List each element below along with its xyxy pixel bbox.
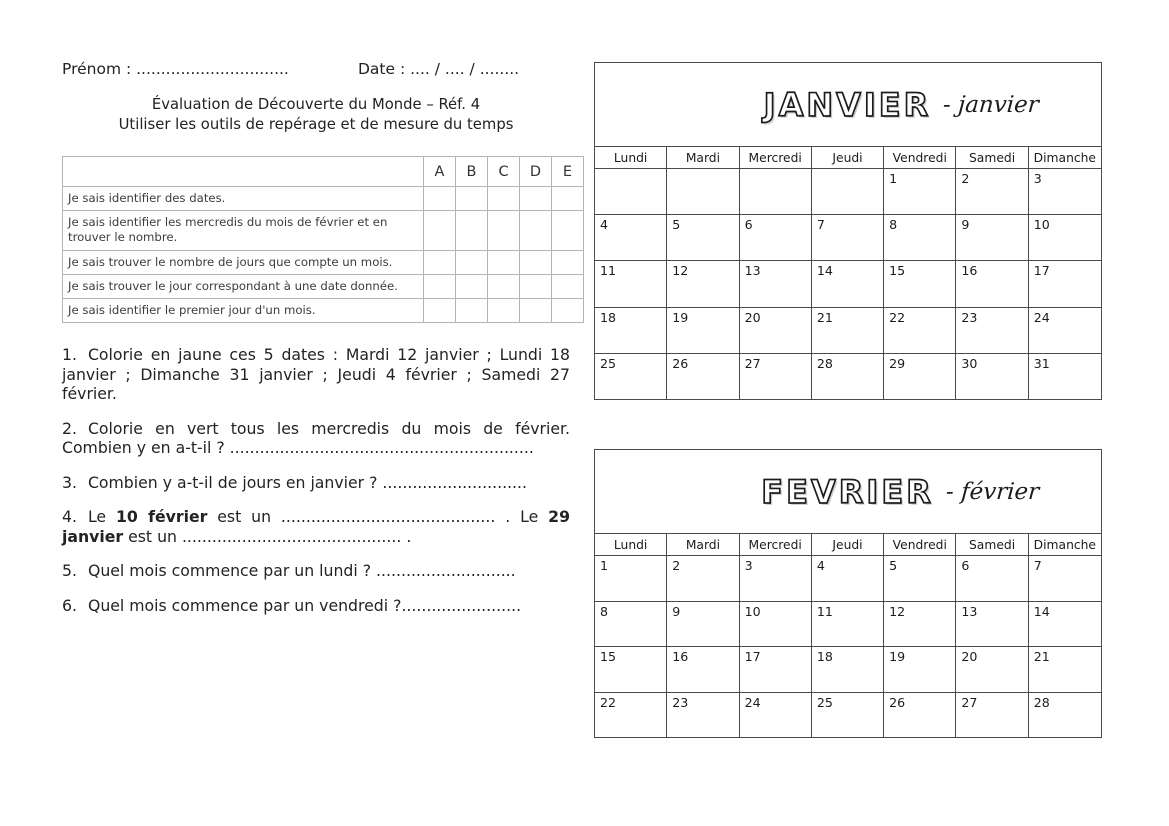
day-header-dimanche: Dimanche (1033, 150, 1096, 165)
calendar-day-cell: 13 (740, 261, 812, 306)
question-number: 2. (62, 418, 77, 438)
calendar-day-cell: 1 (884, 169, 956, 214)
calendar-week (595, 169, 1101, 215)
day-header-dimanche: Dimanche (1033, 537, 1096, 552)
skill-grade-cell (424, 274, 456, 298)
day-header-mardi: Mardi (667, 147, 739, 168)
calendar-day-cell: 20 (740, 308, 812, 353)
skills-table (62, 156, 584, 323)
day-header-vendredi: Vendredi (884, 534, 956, 555)
calendar-day-cell: 12 (667, 261, 739, 306)
calendar-day-cell: 26 (667, 354, 739, 399)
calendar-day-cell: 14 (812, 261, 884, 306)
question-number: 1. (62, 345, 77, 365)
calendar-day-cell: 26 (884, 693, 956, 738)
skill-grade-cell (520, 211, 552, 250)
skill-grade-cell (552, 274, 584, 298)
question-1 (62, 345, 570, 404)
skill-label: Je sais identifier des dates. (63, 187, 424, 211)
worksheet-title-line2: Utiliser les outils de repérage et de mesure du temps (118, 116, 514, 133)
calendar-day-cell: 25 (595, 354, 667, 399)
calendar-week (595, 556, 1101, 602)
skill-grade-cell (424, 299, 456, 323)
skill-grade-cell (488, 211, 520, 250)
calendar-week (595, 215, 1101, 261)
question-text: est un ............................................ . (123, 526, 412, 546)
skill-label: Je sais identifier les mercredis du mois de février et en trouver le nombre. (63, 211, 424, 250)
calendar-day-cell: 28 (1033, 694, 1050, 710)
calendar-subtitle: - janvier (942, 91, 1040, 118)
calendar-day-cell: 23 (956, 308, 1028, 353)
worksheet-left-column (62, 60, 573, 630)
skill-label: Je sais trouver le jour correspondant à une date donnée. (63, 274, 424, 298)
worksheet-title-block (62, 95, 570, 135)
calendar-day-cell: 16 (956, 261, 1028, 306)
calendar-day-cell: 6 (956, 556, 1028, 601)
day-header-lundi: Lundi (595, 534, 667, 555)
calendar-day-cell: 11 (595, 261, 667, 306)
calendar-day-header-row (595, 147, 1101, 169)
calendar-day-cell: 20 (956, 647, 1028, 692)
day-header-vendredi: Vendredi (884, 147, 956, 168)
calendar-week (595, 308, 1101, 354)
calendar-day-cell: 24 (740, 693, 812, 738)
day-header-jeudi: Jeudi (812, 534, 884, 555)
calendar-day-cell: 2 (956, 169, 1028, 214)
day-header-lundi: Lundi (595, 147, 667, 168)
calendar-day-cell: 15 (595, 647, 667, 692)
calendar-day-cell: 9 (667, 602, 739, 647)
calendar-day-cell: 17 (1033, 263, 1050, 279)
calendar-day-cell: 31 (1033, 355, 1050, 371)
question-2 (62, 419, 570, 458)
skills-corner-cell (63, 157, 424, 187)
calendar-week (595, 602, 1101, 648)
calendar-week (595, 647, 1101, 693)
calendar-week (595, 261, 1101, 307)
calendar-day-cell: 14 (1033, 603, 1050, 619)
skills-header-row (63, 157, 584, 187)
skill-grade-cell (520, 274, 552, 298)
calendar-day-cell: 21 (812, 308, 884, 353)
calendar-day-cell: 10 (1033, 217, 1050, 233)
question-6 (62, 596, 570, 616)
question-text: Quel mois commence par un vendredi ?........................ (87, 595, 522, 615)
calendar-day-cell: 1 (595, 556, 667, 601)
question-number: 5. (62, 561, 77, 581)
skills-column-letter: A (424, 157, 456, 187)
skills-row (63, 250, 584, 274)
skill-grade-cell (552, 299, 584, 323)
question-number: 4. (62, 507, 77, 527)
calendar-day-cell: 3 (1033, 171, 1042, 186)
calendar-day-cell: 30 (956, 354, 1028, 399)
calendar-title: JANVIER (763, 85, 932, 124)
calendar-day-cell: 4 (812, 556, 884, 601)
calendar-day-cell: 22 (884, 308, 956, 353)
prenom-field: Prénom : ............................... (62, 60, 289, 78)
question-5 (62, 561, 570, 581)
skill-grade-cell (488, 274, 520, 298)
skills-row (63, 299, 584, 323)
calendar-day-cell: 4 (595, 215, 667, 260)
calendar-day-cell: 3 (740, 556, 812, 601)
skills-column-letter: D (520, 157, 552, 187)
calendar-empty-cell (740, 169, 812, 214)
calendar-title-area (595, 450, 1101, 534)
skill-grade-cell (424, 211, 456, 250)
calendar-day-cell: 19 (884, 647, 956, 692)
calendar-day-cell: 29 (884, 354, 956, 399)
question-text: Quel mois commence par un lundi ? ............................ (87, 561, 516, 581)
calendar-day-cell: 16 (667, 647, 739, 692)
header-row (62, 60, 570, 78)
question-number: 6. (62, 595, 77, 615)
calendar-day-cell: 22 (595, 693, 667, 738)
questions-list (62, 345, 570, 615)
calendar-day-cell: 7 (812, 215, 884, 260)
calendar-week (595, 354, 1101, 399)
skill-grade-cell (552, 211, 584, 250)
calendar-day-cell: 6 (740, 215, 812, 260)
calendar-day-cell: 5 (667, 215, 739, 260)
skills-row (63, 211, 584, 250)
question-3 (62, 473, 570, 493)
calendar-day-cell: 8 (884, 215, 956, 260)
calendar-day-cell: 9 (956, 215, 1028, 260)
calendar-empty-cell (812, 169, 884, 214)
date-field: Date : .... / .... / ........ (358, 60, 520, 78)
skills-row (63, 187, 584, 211)
skill-grade-cell (456, 274, 488, 298)
calendar-title-area (595, 63, 1101, 147)
calendar-janvier (594, 62, 1102, 400)
calendar-day-cell: 5 (884, 556, 956, 601)
day-header-mardi: Mardi (667, 534, 739, 555)
skills-column-letter: B (456, 157, 488, 187)
skill-grade-cell (520, 187, 552, 211)
calendar-day-cell: 12 (884, 602, 956, 647)
skill-grade-cell (488, 187, 520, 211)
question-text: est un ........................................... . Le (207, 507, 549, 527)
skill-grade-cell (552, 250, 584, 274)
calendar-day-cell: 17 (740, 647, 812, 692)
day-header-mercredi: Mercredi (740, 534, 812, 555)
calendar-fevrier (594, 449, 1102, 738)
question-text: Colorie en jaune ces 5 dates : Mardi 12 janvier ; Lundi 18 janvier ; Dimanche 31 janvier ; Jeudi 4 février ; Samedi 27 février. (62, 345, 570, 404)
question-text: Combien y a-t-il de jours en janvier ? ............................. (87, 472, 528, 492)
calendar-day-cell: 10 (740, 602, 812, 647)
skill-grade-cell (424, 187, 456, 211)
question-text: Le (87, 507, 116, 527)
calendar-week (595, 693, 1101, 738)
calendar-day-cell: 21 (1033, 649, 1050, 664)
skill-grade-cell (488, 250, 520, 274)
calendar-day-cell: 2 (667, 556, 739, 601)
skill-grade-cell (456, 211, 488, 250)
skill-grade-cell (456, 187, 488, 211)
calendar-day-cell: 24 (1033, 309, 1050, 325)
calendar-day-cell: 28 (812, 354, 884, 399)
calendar-day-cell: 27 (956, 693, 1028, 738)
skills-column-letter: C (488, 157, 520, 187)
skill-grade-cell (488, 299, 520, 323)
calendar-day-cell: 18 (595, 308, 667, 353)
calendar-day-header-row (595, 534, 1101, 556)
day-header-mercredi: Mercredi (740, 147, 812, 168)
calendar-day-cell: 23 (667, 693, 739, 738)
calendar-day-cell: 18 (812, 647, 884, 692)
skill-grade-cell (552, 187, 584, 211)
skill-grade-cell (424, 250, 456, 274)
calendar-empty-cell (595, 169, 667, 214)
skill-label: Je sais identifier le premier jour d'un mois. (63, 299, 424, 323)
calendar-day-cell: 25 (812, 693, 884, 738)
question-4 (62, 507, 570, 546)
calendar-day-cell: 13 (956, 602, 1028, 647)
skills-row (63, 274, 584, 298)
calendar-day-cell: 15 (884, 261, 956, 306)
skill-grade-cell (520, 299, 552, 323)
skill-grade-cell (456, 250, 488, 274)
calendar-title: FEVRIER (761, 472, 934, 511)
day-header-jeudi: Jeudi (812, 147, 884, 168)
calendar-day-cell: 19 (667, 308, 739, 353)
calendar-subtitle: - février (944, 478, 1040, 505)
calendar-day-cell: 7 (1033, 558, 1042, 573)
skill-grade-cell (520, 250, 552, 274)
calendar-empty-cell (667, 169, 739, 214)
question-text: Colorie en vert tous les mercredis du mois de février. Combien y en a-t-il ? ............................................................. (62, 418, 570, 458)
question-text: 10 février (115, 507, 208, 527)
skill-label: Je sais trouver le nombre de jours que compte un mois. (63, 250, 424, 274)
calendar-day-cell: 8 (595, 602, 667, 647)
question-number: 3. (62, 472, 77, 492)
skill-grade-cell (456, 299, 488, 323)
day-header-samedi: Samedi (956, 147, 1028, 168)
question-text: 29 janvier (62, 507, 570, 546)
calendar-day-cell: 27 (740, 354, 812, 399)
day-header-samedi: Samedi (956, 534, 1028, 555)
calendar-day-cell: 11 (812, 602, 884, 647)
worksheet-title-line1: Évaluation de Découverte du Monde – Réf. 4 (151, 96, 481, 113)
skills-column-letter: E (552, 157, 584, 187)
